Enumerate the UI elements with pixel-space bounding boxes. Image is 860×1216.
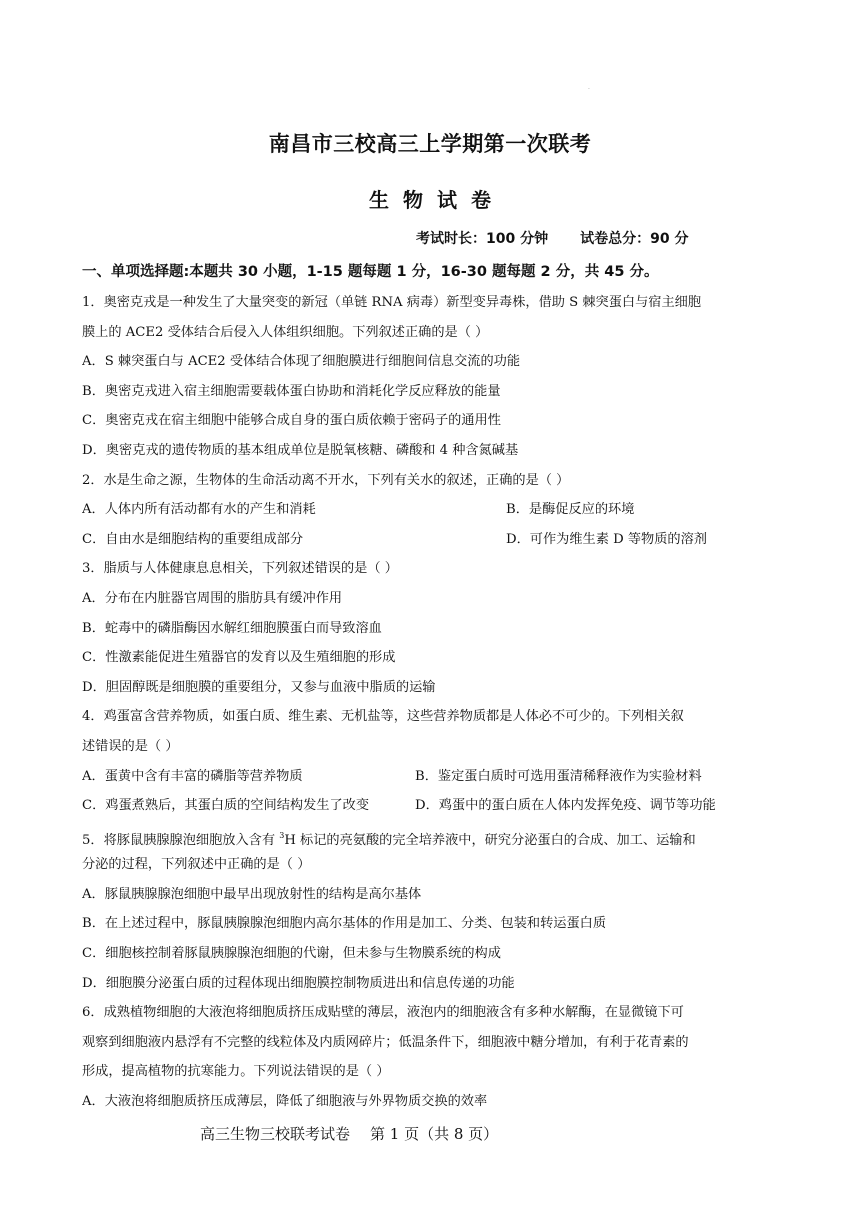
question-3-option-c: C．性激素能促进生殖器官的发育以及生殖细胞的形成 (82, 650, 396, 666)
question-1-option-a: A．S 棘突蛋白与 ACE2 受体结合体现了细胞膜进行细胞间信息交流的功能 (82, 354, 521, 370)
question-4-options-row1 (82, 762, 782, 792)
question-6-stem-cont: 观察到细胞液内悬浮有不完整的线粒体及内质网碎片；低温条件下，细胞液中糖分增加，有利于花青素的 (82, 1034, 689, 1050)
question-1-stem-cont: 膜上的 ACE2 受体结合后侵入人体组织细胞。下列叙述正确的是（ ） (82, 324, 489, 340)
section-heading: 一、单项选择题:本题共 30 小题，1-15 题每题 1 分，16-30 题每题 2 分，共 45 分。 (82, 264, 659, 280)
page-mark: · (588, 86, 590, 93)
question-5-option-c: C．细胞核控制着豚鼠胰腺腺泡细胞的代谢，但未参与生物膜系统的构成 (82, 946, 501, 962)
question-1-option-b: B．奥密克戎进入宿主细胞需要载体蛋白协助和消耗化学反应释放的能量 (82, 383, 501, 399)
question-4-option-b: B．鉴定蛋白质时可选用蛋清稀释液作为实验材料 (415, 768, 702, 784)
question-3-option-b: B．蛇毒中的磷脂酶因水解红细胞膜蛋白而导致溶血 (82, 620, 382, 636)
footer-exam-name: 高三生物三校联考试卷 (200, 1125, 351, 1143)
question-1-option-d: D．奥密克戎的遗传物质的基本组成单位是脱氧核糖、磷酸和 4 种含氮碱基 (82, 442, 519, 458)
question-5-option-a: A．豚鼠胰腺腺泡细胞中最早出现放射性的结构是高尔基体 (82, 886, 422, 902)
question-3-option-a: A．分布在内脏器官周围的脂肪具有缓冲作用 (82, 590, 343, 606)
question-1-stem: 1．奥密克戎是一种发生了大量突变的新冠（单链 RNA 病毒）新型变异毒株，借助 S 棘突蛋白与宿主细胞 (82, 295, 702, 310)
question-4-stem-cont: 述错误的是（ ） (82, 738, 179, 754)
exam-duration: 考试时长：100 分钟 (416, 231, 549, 247)
question-3-stem: 3．脂质与人体健康息息相关，下列叙述错误的是（ ） (82, 561, 398, 577)
exam-subject: 生物试卷 (369, 188, 505, 212)
exam-total-score: 试卷总分：90 分 (580, 231, 689, 247)
question-4-option-c: C．鸡蛋煮熟后，其蛋白质的空间结构发生了改变 (82, 798, 370, 814)
question-2-option-d: D．可作为维生素 D 等物质的溶剂 (506, 531, 707, 547)
question-3-option-d: D．胆固醇既是细胞膜的重要组分，又参与血液中脂质的运输 (82, 679, 436, 695)
question-5-option-d: D．细胞膜分泌蛋白质的过程体现出细胞膜控制物质进出和信息传递的功能 (82, 975, 515, 991)
question-5-stem-part2: H 标记的亮氨酸的完全培养液中，研究分泌蛋白的合成、加工、运输和 (284, 832, 696, 848)
question-2-option-a: A．人体内所有活动都有水的产生和消耗 (82, 502, 316, 518)
question-6-stem: 6．成熟植物细胞的大液泡将细胞质挤压成贴壁的薄层，液泡内的细胞液含有多种水解酶，在显微镜下可 (82, 1005, 684, 1021)
page-footer (200, 1123, 498, 1144)
question-5-option-b: B．在上述过程中，豚鼠胰腺腺泡细胞内高尔基体的作用是加工、分类、包装和转运蛋白质 (82, 916, 606, 932)
question-6-stem-cont-2: 形成，提高植物的抗寒能力。下列说法错误的是（ ） (82, 1064, 390, 1080)
question-4-option-a: A．蛋黄中含有丰富的磷脂等营养物质 (82, 768, 303, 784)
exam-meta (416, 228, 688, 248)
question-5-stem-part1: 5．将豚鼠胰腺腺泡细胞放入含有 (82, 832, 280, 848)
question-4-stem: 4．鸡蛋富含营养物质，如蛋白质、维生素、无机盐等，这些营养物质都是人体必不可少的。下列相关叙 (82, 709, 684, 725)
question-5-superscript: 3 (279, 830, 285, 840)
question-5-stem (82, 821, 782, 851)
exam-title: 南昌市三校高三上学期第一次联考 (268, 132, 592, 156)
question-6-option-a: A．大液泡将细胞质挤压成薄层，降低了细胞液与外界物质交换的效率 (82, 1094, 488, 1110)
question-4-options-row2 (82, 791, 782, 821)
question-4-option-d: D．鸡蛋中的蛋白质在人体内发挥免疫、调节等功能 (415, 798, 716, 814)
question-2-options-row1 (82, 495, 782, 525)
footer-page-info: 第 1 页（共 8 页） (370, 1125, 499, 1143)
question-5-stem-cont: 分泌的过程，下列叙述中正确的是（ ） (82, 857, 311, 873)
question-2-option-b: B．是酶促反应的环境 (506, 502, 635, 518)
question-2-options-row2 (82, 525, 782, 555)
question-1-option-c: C．奥密克戎在宿主细胞中能够合成自身的蛋白质依赖于密码子的通用性 (82, 413, 501, 429)
question-2-stem: 2．水是生命之源，生物体的生命活动离不开水，下列有关水的叙述，正确的是（ ） (82, 472, 570, 488)
question-list (82, 288, 782, 1117)
question-2-option-c: C．自由水是细胞结构的重要组成部分 (82, 531, 304, 547)
